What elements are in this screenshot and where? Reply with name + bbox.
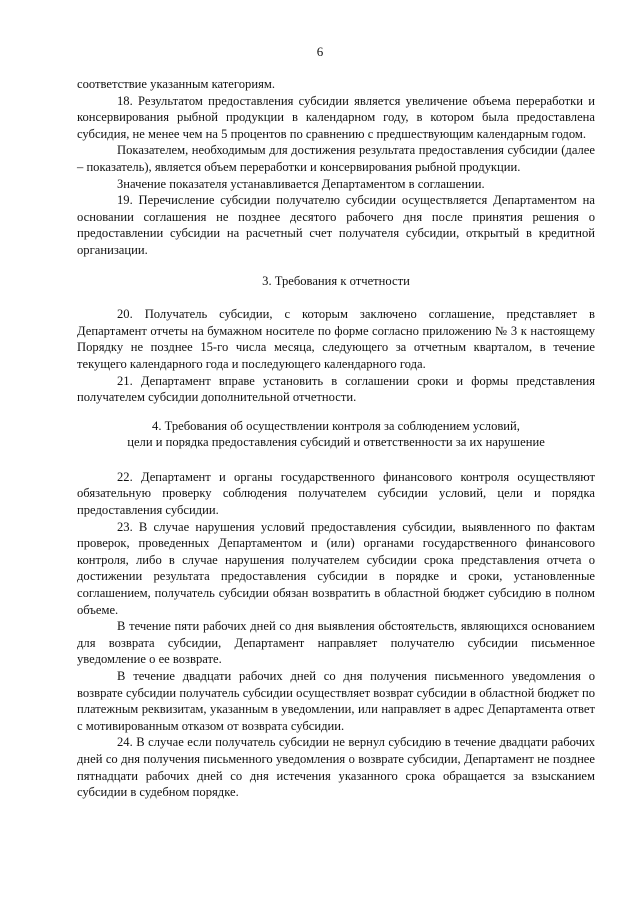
document-body — [77, 76, 595, 801]
paragraph-18-indicator: Показателем, необходимым для достижения результата предоставления субсидии (далее – показатель), является объем переработки и консервирования рыбной продукции. — [77, 143, 595, 174]
page-number: 6 — [316, 44, 324, 59]
paragraph-18-indicator-value: Значение показателя устанавливается Департаментом в соглашении. — [117, 176, 485, 191]
paragraph-22: 22. Департамент и органы государственного финансового контроля осуществляют обязательную проверку соблюдения получателем субсидии условий, цели и порядка предоставления субсидии. — [77, 469, 595, 518]
paragraph-21: 21. Департамент вправе установить в соглашении сроки и формы представления получателем субсидии дополнительной отчетности. — [77, 373, 595, 405]
paragraph-19: 19. Перечисление субсидии получателю субсидии осуществляется Департаментом на основании соглашения не позднее десятого рабочего дня после принятия решения о предоставлении субсидии на расчетный счет получателя субсидии, открытый в кредитной организации. — [77, 193, 595, 257]
paragraph-23-return: В течение двадцати рабочих дней со дня получения письменного уведомления о возврате субсидии получатель субсидии осуществляет возврат субсидии в областной бюджет по платежным реквизитам, указанным в уведомлении, или направляет в адрес Департамента ответ с мотивированным отказом от возврата субсидии. — [77, 669, 595, 733]
section-3-heading: 3. Требования к отчетности — [262, 273, 410, 288]
paragraph-18: 18. Результатом предоставления субсидии является увеличение объема переработки и консервирования рыбной продукции в календарном году, в котором была предоставлена субсидия, не менее чем на 5 процентов по сравнению с предшествующим календарным годом. — [77, 93, 595, 141]
paragraph-24: 24. В случае если получатель субсидии не вернул субсидию в течение двадцати рабочих дней со дня получения письменного уведомления о возврате субсидии, Департамент не позднее пятнадцати рабочих дней со дня истечения указанного срока обращается за взысканием субсидии в судебном порядке. — [77, 735, 595, 800]
section-4-heading-line-1: 4. Требования об осуществлении контроля за соблюдением условий, — [152, 418, 520, 433]
paragraph-23: 23. В случае нарушения условий предоставления субсидии, выявленного по фактам проверок, проведенных Департаментом и (или) органами государственного финансового контроля, либо в случае нарушения получателем субсидии срока представления отчета о достижении результата предоставления субсидии в порядке и сроки, установленные соглашением, получатель субсидии обязан возвратить в областной бюджет субсидию в полном объеме. — [77, 519, 595, 617]
paragraph-20: 20. Получатель субсидии, с которым заключено соглашение, представляет в Департамент отчеты на бумажном носителе по форме согласно приложению № 3 к настоящему Порядку не позднее 15-го числа месяца, следующего за отчетным кварталом, в течение текущего календарного года и последующего календарного года. — [77, 307, 595, 371]
paragraph-23-notice: В течение пяти рабочих дней со дня выявления обстоятельств, являющихся основанием для возврата субсидии, Департамент направляет получателю субсидии письменное уведомление о ее возврате. — [77, 619, 595, 667]
section-4-heading-line-2: цели и порядка предоставления субсидий и ответственности за их нарушение — [127, 435, 545, 450]
paragraph-continuation: соответствие указанным категориям. — [77, 77, 275, 91]
